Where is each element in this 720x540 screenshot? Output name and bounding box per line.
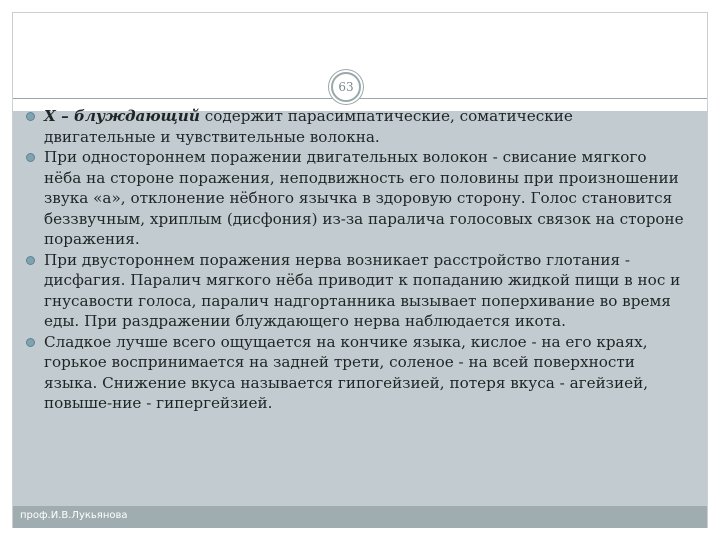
bullet-item <box>26 147 686 250</box>
bullet-dot-icon <box>26 153 35 162</box>
bullet-dot-icon <box>26 112 35 121</box>
bullet-text: Сладкое лучше всего ощущается на кончике языка, кислое - на его краях, горькое воспринимается на задней трети, соленое - на всей поверхности языка. Снижение вкуса называется гипогейзией, потеря вкуса - агейзией, повыше-ние - гипергейзией. <box>44 332 649 412</box>
bullet-item <box>26 250 686 332</box>
bullet-text: содержит парасимпатические, соматические двигательные и чувствительные волокна. <box>44 107 573 146</box>
bullet-item <box>26 332 686 414</box>
slide-number: 63 <box>338 80 354 94</box>
bullet-lead: X – блуждающий <box>44 107 200 125</box>
bullet-text: При одностороннем поражении двигательных волокон - свисание мягкого нёба на стороне поражения, неподвижность его половины при произношении звука «а», отклонение нёбного язычка в здоровую сторону. Голос становится беззвучным, хриплым (дисфония) из-за паралича голосовых связок на стороне поражения. <box>44 148 684 248</box>
header-divider <box>13 98 707 99</box>
bullet-item <box>26 106 686 147</box>
slide-footer: проф.И.В.Лукьянова <box>20 510 128 521</box>
slide-number-badge <box>331 72 361 102</box>
bullet-dot-icon <box>26 256 35 265</box>
bullet-list <box>26 106 686 414</box>
bullet-dot-icon <box>26 338 35 347</box>
bullet-text: При двустороннем поражения нерва возникает расстройство глотания - дисфагия. Паралич мягкого нёба приводит к попаданию жидкой пищи в нос и гнусавости голоса, паралич надгортанника вызывает поперхивание во время еды. При раздражении блуждающего нерва наблюдается икота. <box>44 250 681 330</box>
